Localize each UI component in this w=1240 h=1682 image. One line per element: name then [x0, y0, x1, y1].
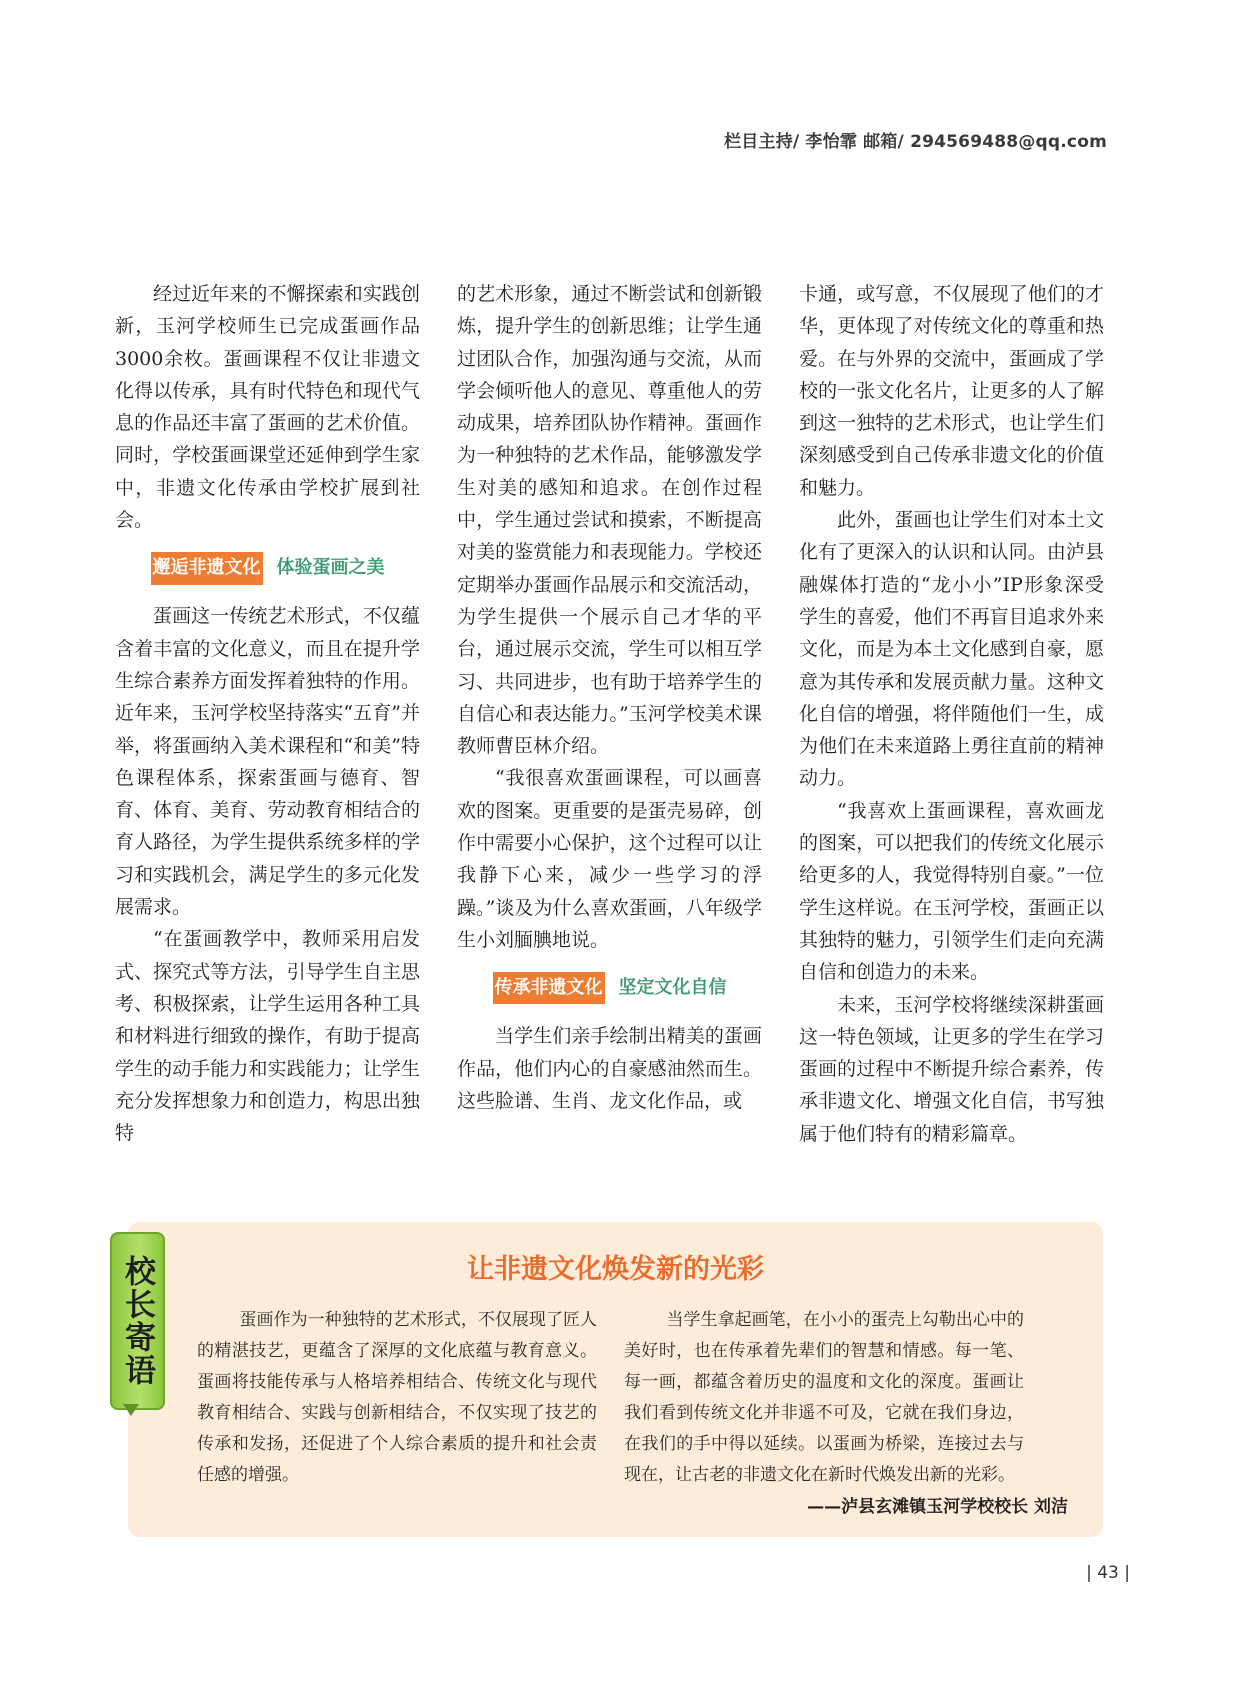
- column-host-info: 栏目主持/ 李怡霏 邮箱/ 294569488@qq.com: [724, 132, 1107, 152]
- paragraph: “我喜欢上蛋画课程，喜欢画龙的图案，可以把我们的传统文化展示给更多的人，我觉得特别自豪。”一位学生这样说。在玉河学校，蛋画正以其独特的魅力，引领学生们走向充满自信和创造力的未来。: [799, 799, 1104, 984]
- paragraph: 蛋画这一传统艺术形式，不仅蕴含着丰富的文化意义，而且在提升学生综合素养方面发挥着独特的作用。近年来，玉河学校坚持落实“五育”并举，将蛋画纳入美术课程和“和美”特色课程体系，探索蛋画与德育、智育、体育、美育、劳动教育相结合的育人路径，为学生提供系统多样的学习和实践机会，满足学生的多元化发展需求。: [115, 605, 420, 919]
- section-heading-text: 体验蛋画之美: [276, 557, 385, 579]
- tag-fold-decoration: [123, 1404, 139, 1416]
- article-column-2: [457, 278, 762, 1117]
- paragraph: 卡通，或写意，不仅展现了他们的才华，更体现了对传统文化的尊重和热爱。在与外界的交流中，蛋画成了学校的一张文化名片，让更多的人了解到这一独特的艺术形式，也让学生们深刻感受到自己传承非遗文化的价值和魅力。: [799, 283, 1104, 499]
- principal-message-right-column: [624, 1305, 1024, 1491]
- section-heading-2: [457, 956, 762, 1020]
- section-heading-highlight: 传承非遗文化: [493, 972, 605, 1004]
- section-heading-text: 坚定文化自信: [618, 977, 727, 999]
- principal-message-left-column: [197, 1305, 597, 1491]
- paragraph: 此外，蛋画也让学生们对本土文化有了更深入的认识和认同。由泸县融媒体打造的“龙小小”IP形象深受学生的喜爱，他们不再盲目追求外来文化，而是为本土文化感到自豪，愿意为其传承和发展贡献力量。这种文化自信的增强，将伴随他们一生，成为他们在未来道路上勇往直前的精神动力。: [799, 509, 1104, 790]
- article-column-3: [799, 278, 1104, 1150]
- paragraph: 当学生拿起画笔，在小小的蛋壳上勾勒出心中的美好时，也在传承着先辈们的智慧和情感。每一笔、每一画，都蕴含着历史的温度和文化的深度。蛋画让我们看到传统文化并非遥不可及，它就在我们身边，在我们的手中得以延续。以蛋画为桥梁，连接过去与现在，让古老的非遗文化在新时代焕发出新的光彩。: [624, 1310, 1024, 1485]
- principal-message-title: 让非遗文化焕发新的光彩: [467, 1254, 764, 1285]
- page-number: | 43 |: [1086, 1563, 1130, 1583]
- paragraph: 当学生们亲手绘制出精美的蛋画作品，他们内心的自豪感油然而生。这些脸谱、生肖、龙文化作品，或: [457, 1025, 762, 1112]
- paragraph: 经过近年来的不懈探索和实践创新，玉河学校师生已完成蛋画作品3000余枚。蛋画课程不仅让非遗文化得以传承，具有时代特色和现代气息的作品还丰富了蛋画的艺术价值。同时，学校蛋画课堂还延伸到学生家中，非遗文化传承由学校扩展到社会。: [115, 283, 420, 532]
- principal-signature: ——泸县玄滩镇玉河学校校长 刘洁: [807, 1497, 1068, 1517]
- tag-label: 校长寄语: [119, 1255, 155, 1387]
- paragraph: “我很喜欢蛋画课程，可以画喜欢的图案。更重要的是蛋壳易碎，创作中需要小心保护，这个过程可以让我静下心来，减少一些学习的浮躁。”谈及为什么喜欢蛋画，八年级学生小刘腼腆地说。: [457, 767, 762, 951]
- paragraph: 蛋画作为一种独特的艺术形式，不仅展现了匠人的精湛技艺，更蕴含了深厚的文化底蕴与教育意义。蛋画将技能传承与人格培养相结合、传统文化与现代教育相结合、实践与创新相结合，不仅实现了技艺的传承和发扬，还促进了个人综合素质的提升和社会责任感的增强。: [197, 1310, 597, 1485]
- paragraph: “在蛋画教学中，教师采用启发式、探究式等方法，引导学生自主思考、积极探索，让学生运用各种工具和材料进行细致的操作，有助于提高学生的动手能力和实践能力；让学生充分发挥想象力和创造力，构思出独特: [115, 928, 420, 1145]
- article-column-1: [115, 278, 420, 1149]
- section-heading-1: [115, 536, 420, 600]
- section-heading-highlight: 邂逅非遗文化: [151, 552, 263, 584]
- paragraph: 未来，玉河学校将继续深耕蛋画这一特色领域，让更多的学生在学习蛋画的过程中不断提升综合素养，传承非遗文化、增强文化自信，书写独属于他们特有的精彩篇章。: [799, 993, 1104, 1145]
- paragraph: 的艺术形象，通过不断尝试和创新锻炼，提升学生的创新思维；让学生通过团队合作，加强沟通与交流，从而学会倾听他人的意见、尊重他人的劳动成果，培养团队协作精神。蛋画作为一种独特的艺术作品，能够激发学生对美的感知和追求。在创作过程中，学生通过尝试和摸索，不断提高对美的鉴赏能力和表现能力。学校还定期举办蛋画作品展示和交流活动，为学生提供一个展示自己才华的平台，通过展示交流，学生可以相互学习、共同进步，也有助于培养学生的自信心和表达能力。”玉河学校美术课教师曹臣林介绍。: [457, 283, 762, 758]
